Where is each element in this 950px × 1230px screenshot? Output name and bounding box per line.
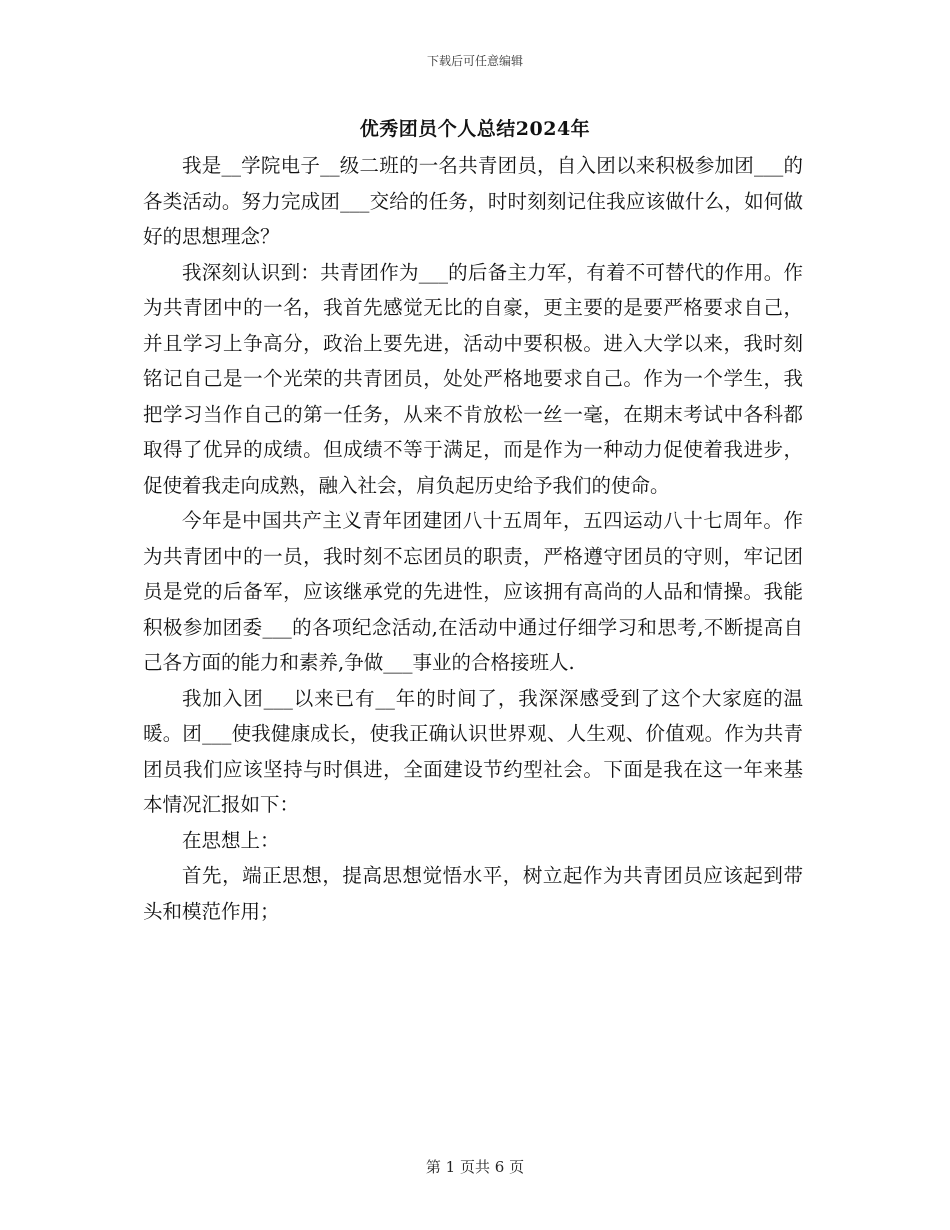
- header-note: 下载后可任意编辑: [426, 54, 523, 68]
- paragraph-6: 首先，端正思想，提高思想觉悟水平，树立起作为共青团员应该起到带头和模范作用；: [143, 864, 803, 923]
- paragraph-5: 在思想上：: [182, 828, 280, 852]
- paragraph-4: 我加入团___以来已有__年的时间了，我深深感受到了这个大家庭的温暖。团___使我健康成长，使我正确认识世界观、人生观、价值观。作为共青团员我们应该坚持与时俱进，全面建设节约型社会。下面是我在这一年来基本情况汇报如下：: [143, 686, 803, 816]
- page-footer: 第 1 页共 6 页: [425, 1158, 525, 1176]
- document-title: 优秀团员个人总结2024年: [359, 118, 591, 140]
- paragraph-3: 今年是中国共产主义青年团建团八十五周年，五四运动八十七周年。作为共青团中的一员，我时刻不忘团员的职责，严格遵守团员的守则，牢记团员是党的后备军，应该继承党的先进性，应该拥有高尚的人品和情操。我能积极参加团委___的各项纪念活动,在活动中通过仔细学习和思考,不断提高自己各方面的能力和素养,争做___事业的合格接班人.: [143, 509, 803, 674]
- paragraph-1: 我是__学院电子__级二班的一名共青团员，自入团以来积极参加团___的各类活动。努力完成团___交给的任务，时时刻刻记住我应该做什么，如何做好的思想理念？: [143, 154, 803, 248]
- document-body: [143, 148, 803, 929]
- paragraph-2: 我深刻认识到：共青团作为___的后备主力军，有着不可替代的作用。作为共青团中的一名，我首先感觉无比的自豪，更主要的是要严格要求自己，并且学习上争高分，政治上要先进，活动中要积极。进入大学以来，我时刻铭记自己是一个光荣的共青团员，处处严格地要求自己。作为一个学生，我把学习当作自己的第一任务，从来不肯放松一丝一毫，在期末考试中各科都取得了优异的成绩。但成绩不等于满足，而是作为一种动力促使着我进步，促使着我走向成熟，融入社会，肩负起历史给予我们的使命。: [143, 260, 803, 497]
